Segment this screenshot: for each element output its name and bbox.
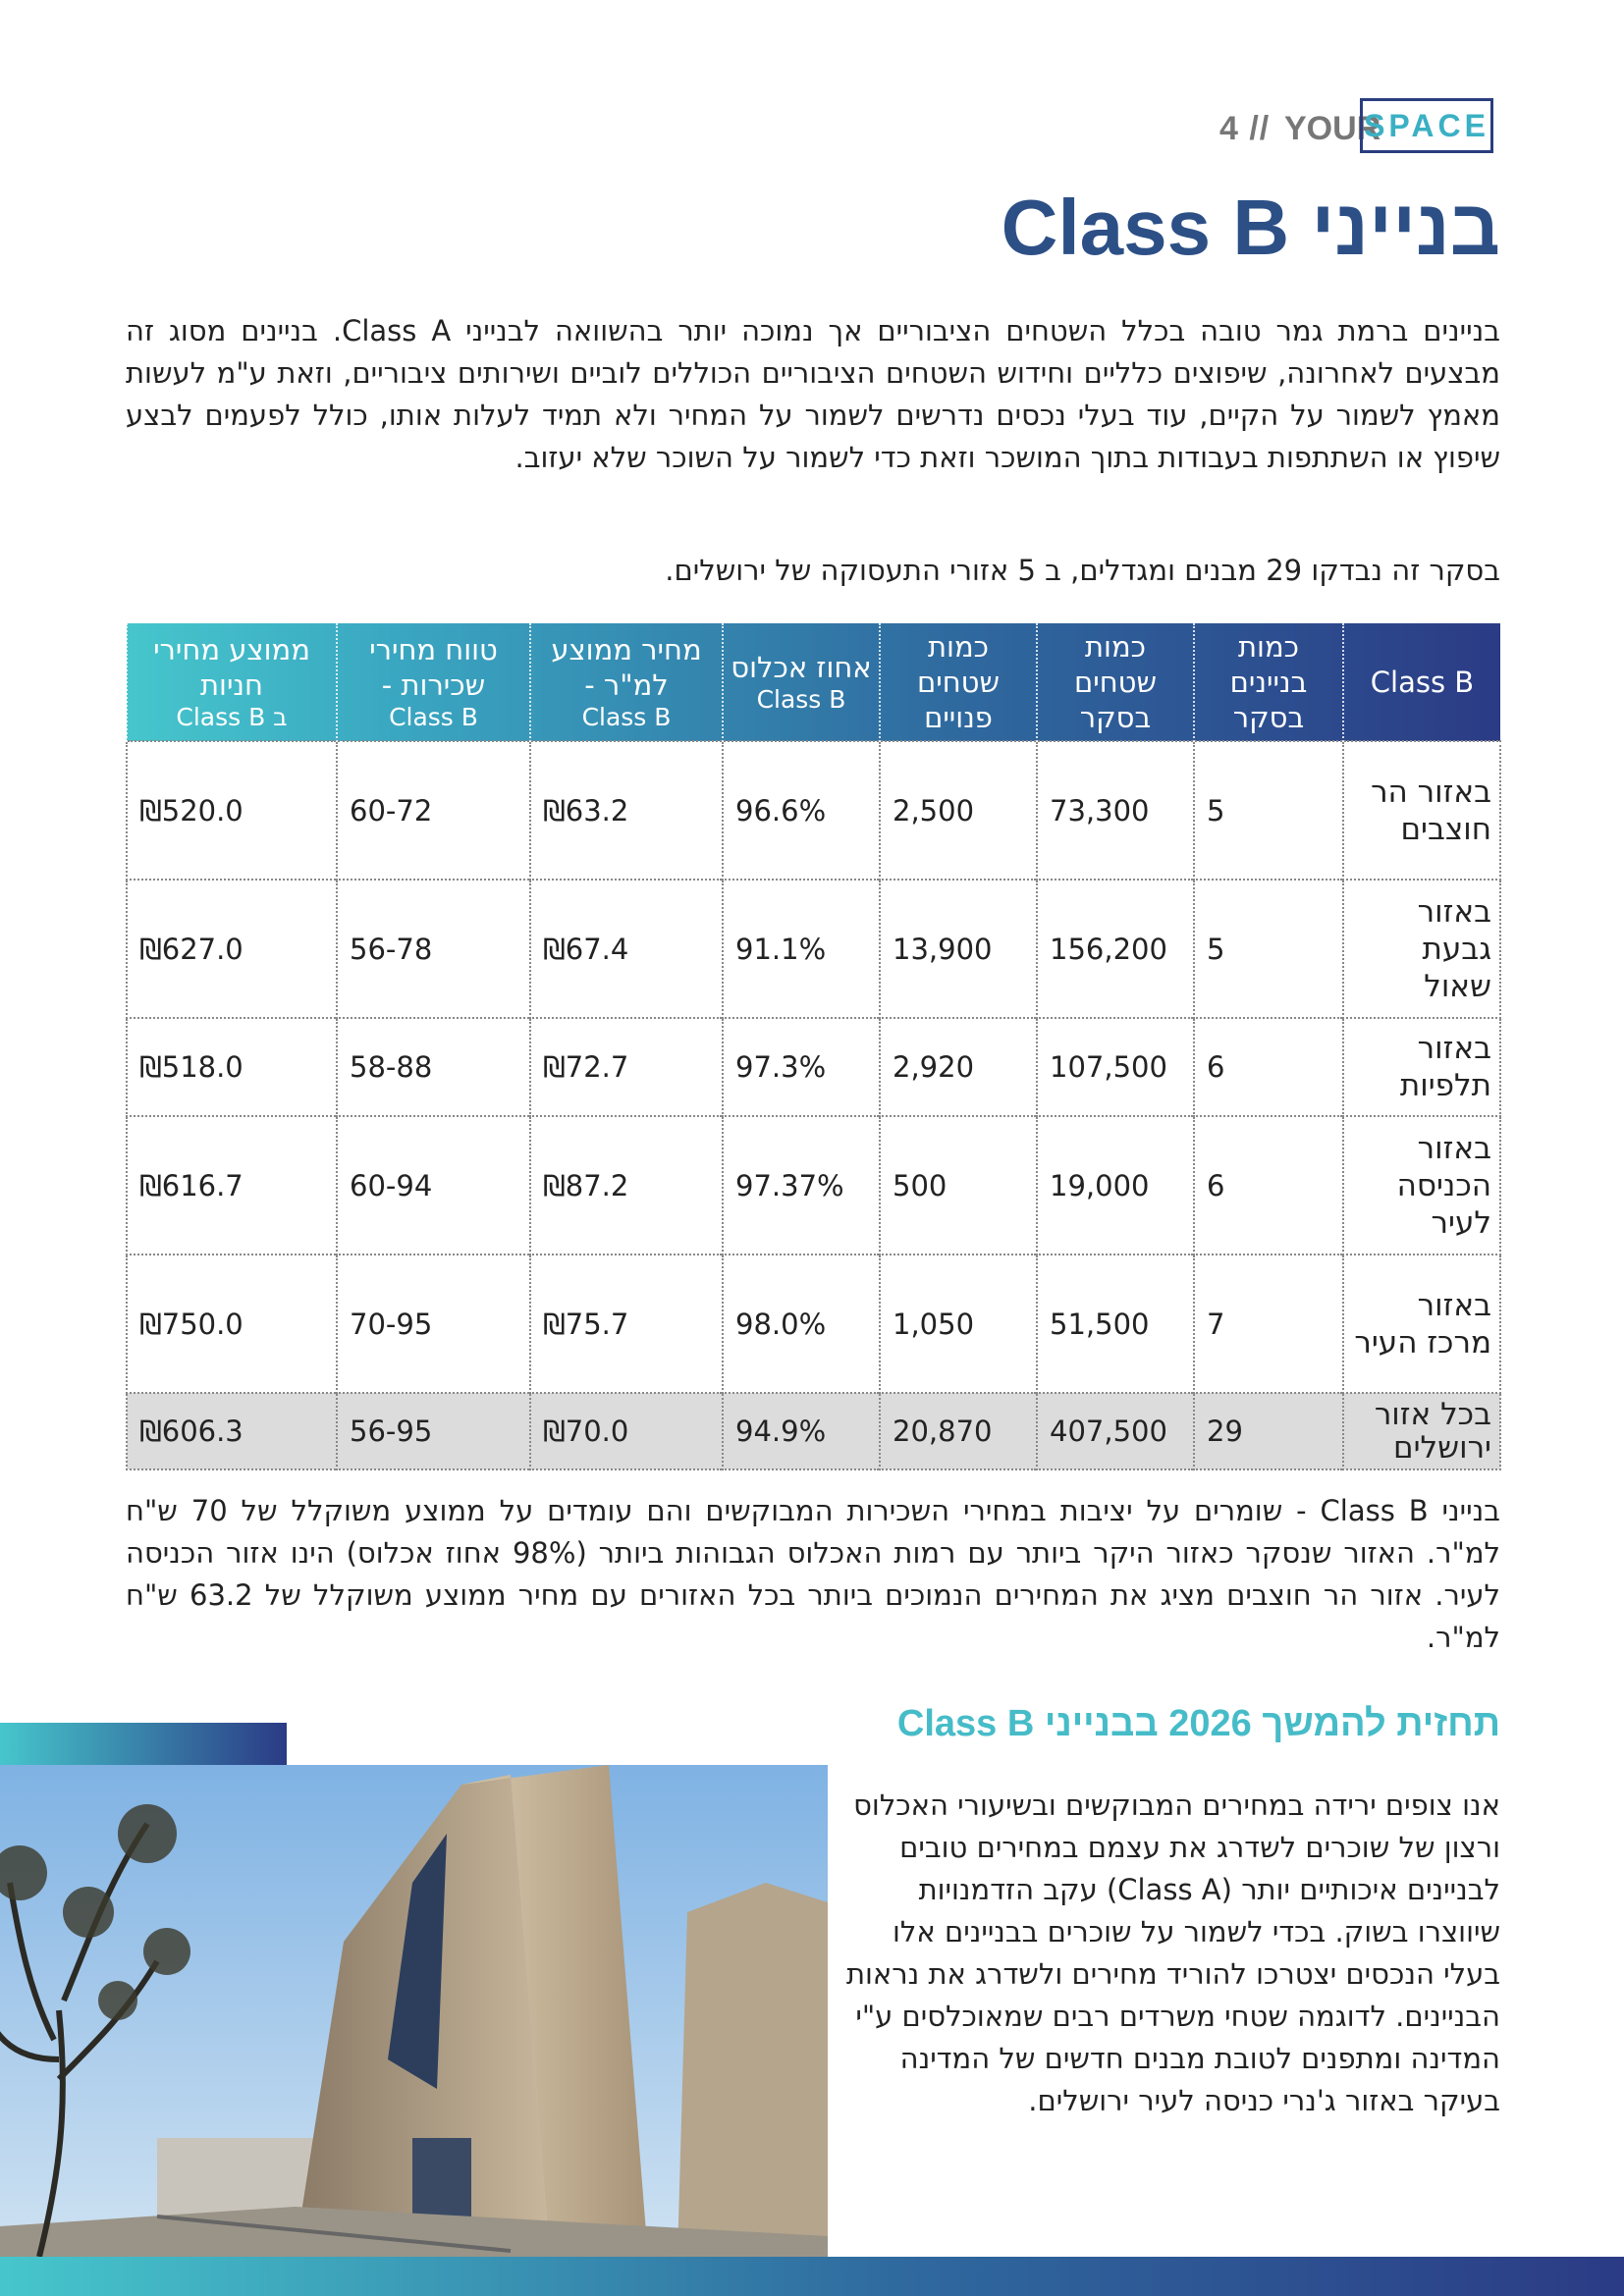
cell-parking: ₪520.0 xyxy=(127,741,337,880)
forecast-title: תחזית להמשך 2026 בבנייני Class B xyxy=(896,1703,1500,1744)
cell-range: 60-72 xyxy=(337,741,530,880)
intro-paragraph: בניינים ברמת גמר טובה בכלל השטחים הציבוריים אך נמוכה יותר בהשוואה לבנייני Class A. בניינים מסוג זה מבצעים לאחרונה, שיפוצים כלליים וחידוש השטחים הציבוריים הכוללים לוביים ושירותים ציבוריים, וזאת ע"מ לעשות מאמץ לשמור על הקיים, עוד בעלי נכסים נדרשים לשמור על המחיר ולא תמיד לעלות אותו, כולל לפעמים לבצע שיפוץ או השתתפות בעבודות בתוך המושכר וזאת כדי לשמור על השוכר שלא יעזוב. xyxy=(126,314,1500,474)
cell-vacant: 2,500 xyxy=(880,741,1037,880)
table-row xyxy=(127,880,1500,1018)
table-row xyxy=(127,1018,1500,1116)
footer-bar xyxy=(0,2257,1624,2296)
cell-vacant: 13,900 xyxy=(880,880,1037,1018)
cell-surveyed: 107,500 xyxy=(1037,1018,1194,1116)
cell-vacant: 1,050 xyxy=(880,1255,1037,1393)
brand-your: YOUR xyxy=(1284,110,1381,147)
cell-buildings: 7 xyxy=(1194,1255,1343,1393)
cell-buildings: 5 xyxy=(1194,741,1343,880)
header-buildings: כמות בניינים בסקר xyxy=(1194,623,1343,741)
cell-vacant: 20,870 xyxy=(880,1393,1037,1469)
survey-paragraph: בסקר זה נבדקו 29 מבנים ומגדלים, ב 5 אזורי התעסוקה של ירושלים. xyxy=(665,554,1500,587)
cell-occupancy: 96.6% xyxy=(723,741,880,880)
table-total-row xyxy=(127,1393,1500,1469)
cell-area: בכל אזור ירושלים xyxy=(1343,1393,1500,1469)
cell-parking: ₪616.7 xyxy=(127,1116,337,1255)
cell-avg-price: ₪70.0 xyxy=(530,1393,723,1469)
cell-range: 56-95 xyxy=(337,1393,530,1469)
cell-avg-price: ₪72.7 xyxy=(530,1018,723,1116)
cell-parking: ₪606.3 xyxy=(127,1393,337,1469)
cell-surveyed: 73,300 xyxy=(1037,741,1194,880)
cell-parking: ₪627.0 xyxy=(127,880,337,1018)
cell-surveyed: 407,500 xyxy=(1037,1393,1194,1469)
forecast-paragraph: אנו צופים ירידה במחירים המבוקשים ובשיעורי האכלוס ורצון של שוכרים לשדרג את עצמם במחירים טובים לבניינים איכותיים יותר (Class A) עקב הזדמנויות שיווצרו בשוק. בכדי לשמור על שוכרים בבניינים אלו בעלי הנכסים יצטרכו להוריד מחירים ולשדרג את נראות הבניינים. לדוגמה שטחי משרדים רבים שמאוכלסים ע"י המדינה ומתפנים לטובת מבנים חדשים של המדינה בעיקר באזור ג'נרי כניסה לעיר ירושלים. xyxy=(845,1789,1500,2117)
header-parking: ממוצע מחירי חניות ב Class B xyxy=(127,623,337,741)
header-surveyed-area: כמות שטחים בסקר xyxy=(1037,623,1194,741)
cell-range: 58-88 xyxy=(337,1018,530,1116)
cell-vacant: 2,920 xyxy=(880,1018,1037,1116)
page-number: 4 // xyxy=(1219,110,1271,147)
cell-surveyed: 156,200 xyxy=(1037,880,1194,1018)
cell-occupancy: 97.3% xyxy=(723,1018,880,1116)
cell-parking: ₪750.0 xyxy=(127,1255,337,1393)
page-header xyxy=(1218,98,1499,159)
cell-surveyed: 51,500 xyxy=(1037,1255,1194,1393)
building-photo xyxy=(0,1765,828,2257)
cell-area: באזור הכניסה לעיר xyxy=(1343,1116,1500,1255)
cell-vacant: 500 xyxy=(880,1116,1037,1255)
table-row xyxy=(127,1255,1500,1393)
table-row xyxy=(127,741,1500,880)
cell-area: באזור גבעת שאול xyxy=(1343,880,1500,1018)
cell-area: באזור מרכז העיר xyxy=(1343,1255,1500,1393)
cell-buildings: 5 xyxy=(1194,880,1343,1018)
cell-occupancy: 94.9% xyxy=(723,1393,880,1469)
page-title: בנייני Class B xyxy=(1001,184,1500,271)
cell-surveyed: 19,000 xyxy=(1037,1116,1194,1255)
cell-avg-price: ₪87.2 xyxy=(530,1116,723,1255)
cell-buildings: 29 xyxy=(1194,1393,1343,1469)
header-vacant-area: כמות שטחים פנויים xyxy=(880,623,1037,741)
cell-range: 70-95 xyxy=(337,1255,530,1393)
brand-space-logo: SPACE xyxy=(1360,98,1493,153)
summary-paragraph: בנייני Class B - שומרים על יציבות במחירי השכירות המבוקשים והם עומדים על ממוצע משוקלל של 70 ש"ח למ"ר. האזור שנסקר כאזור היקר ביותר עם רמות האכלוס הגבוהות ביותר (98% אחוז אכלוס) הינו אזור הכניסה לעיר. אזור הר חוצבים מציג את המחירים הנמוכים ביותר בכל האזורים עם מחיר ממוצע משוקלל של 63.2 ש"ח למ"ר. xyxy=(126,1494,1501,1654)
class-b-table xyxy=(126,623,1501,1470)
cell-range: 56-78 xyxy=(337,880,530,1018)
cell-buildings: 6 xyxy=(1194,1116,1343,1255)
cell-avg-price: ₪67.4 xyxy=(530,880,723,1018)
cell-avg-price: ₪75.7 xyxy=(530,1255,723,1393)
cell-area: באזור הר חוצבים xyxy=(1343,741,1500,880)
header-class-b: Class B xyxy=(1343,623,1500,741)
cell-occupancy: 97.37% xyxy=(723,1116,880,1255)
cell-occupancy: 91.1% xyxy=(723,880,880,1018)
header-occupancy: אחוז אכלוס Class B xyxy=(723,623,880,741)
cell-buildings: 6 xyxy=(1194,1018,1343,1116)
header-avg-price: מחיר ממוצע למ"ר - Class B xyxy=(530,623,723,741)
header-rent-range: טווח מחירי שכירות - Class B xyxy=(337,623,530,741)
cell-area: באזור תלפיות xyxy=(1343,1018,1500,1116)
table-header-row xyxy=(127,623,1500,741)
table-row xyxy=(127,1116,1500,1255)
cell-range: 60-94 xyxy=(337,1116,530,1255)
cell-avg-price: ₪63.2 xyxy=(530,741,723,880)
cell-parking: ₪518.0 xyxy=(127,1018,337,1116)
cell-occupancy: 98.0% xyxy=(723,1255,880,1393)
